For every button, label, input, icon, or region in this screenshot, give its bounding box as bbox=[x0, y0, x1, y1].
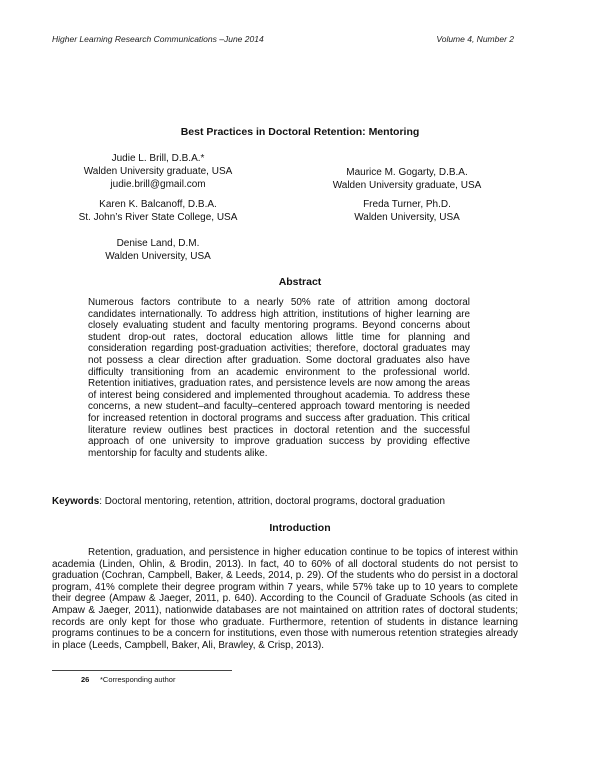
author-name: Denise Land, D.M. bbox=[116, 238, 200, 249]
author-affiliation: Walden University, USA bbox=[105, 251, 211, 262]
author-affiliation: Walden University graduate, USA bbox=[83, 166, 233, 177]
author-block-1 bbox=[48, 152, 268, 191]
author-block-3 bbox=[48, 198, 268, 224]
running-head bbox=[52, 34, 514, 44]
author-block-5 bbox=[48, 237, 268, 263]
introduction-text: Retention, graduation, and persistence in higher education continue to be topics of interest within academia (Linden, Ohlin, & Brodin, 2013). In fact, 40 to 60% of all doctoral students do not persist to graduation (Cochran, Campbell, Baker, & Leeds, 2014, p. 29). Of the students who do persist in a doctoral program, 41% complete their degree program within 7 years, while 57% take up to 10 years to complete their degree (Ampaw & Jaeger, 2011, p. 640). According to the Council of Graduate Schools (as cited in Ampaw & Jaeger, 2011), nationwide databases are not maintained on attrition rates of doctoral students; records are only kept for those who graduate. Furthermore, retention of students in distance learning programs continues to be a concern for institutions, even those with numerous retention strategies already in place (Leeds, Campbell, Baker, Ali, Brawley, & Crisp, 2013). bbox=[52, 547, 518, 651]
abstract-text: Numerous factors contribute to a nearly 50% rate of attrition among doctoral candidates internationally. To address high attrition, institutions of higher learning are closely evaluating student and faculty mentoring programs. Beyond concerns about student drop-out rates, doctoral education allows little time for planning and consideration regarding post-graduation activities; therefore, doctoral graduates may not possess a clear direction after graduation. Some doctoral graduates also have difficulty transitioning from an academic environment to the professional world. Retention initiatives, graduation rates, and persistence levels are now among the areas of interest being considered and implemented throughout academia. To address these concerns, a new student–and faculty–centered approach toward mentoring is needed for increased retention in doctoral programs and success after graduation. This critical literature review outlines best practices in doctoral retention and the successful approach of one university to improve graduation success by providing effective mentorship for faculty and students alike. bbox=[88, 297, 470, 459]
author-affiliation: Walden University, USA bbox=[354, 212, 460, 223]
author-name: Karen K. Balcanoff, D.B.A. bbox=[99, 199, 217, 210]
author-name: Judie L. Brill, D.B.A.* bbox=[111, 153, 205, 164]
author-email: judie.brill@gmail.com bbox=[110, 179, 206, 190]
journal-name: Higher Learning Research Communications –June 2014 bbox=[52, 34, 264, 44]
author-name: Freda Turner, Ph.D. bbox=[363, 199, 451, 210]
author-name: Maurice M. Gogarty, D.B.A. bbox=[346, 167, 468, 178]
abstract-heading: Abstract bbox=[278, 276, 322, 288]
author-block-4 bbox=[292, 198, 522, 224]
keywords-text: : Doctoral mentoring, retention, attrition, doctoral programs, doctoral graduation bbox=[99, 496, 446, 507]
volume-number: Volume 4, Number 2 bbox=[436, 34, 514, 44]
paper-title: Best Practices in Doctoral Retention: Mentoring bbox=[180, 126, 420, 138]
keywords-label: Keywords bbox=[52, 496, 100, 507]
footnote-divider bbox=[52, 670, 232, 671]
footnote: *Corresponding author bbox=[100, 675, 176, 684]
introduction-heading: Introduction bbox=[269, 522, 331, 534]
page-number: 26 bbox=[81, 675, 90, 684]
author-block-2 bbox=[292, 166, 522, 192]
keywords bbox=[52, 496, 522, 508]
author-affiliation: Walden University graduate, USA bbox=[332, 180, 482, 191]
author-affiliation: St. John’s River State College, USA bbox=[78, 212, 238, 223]
